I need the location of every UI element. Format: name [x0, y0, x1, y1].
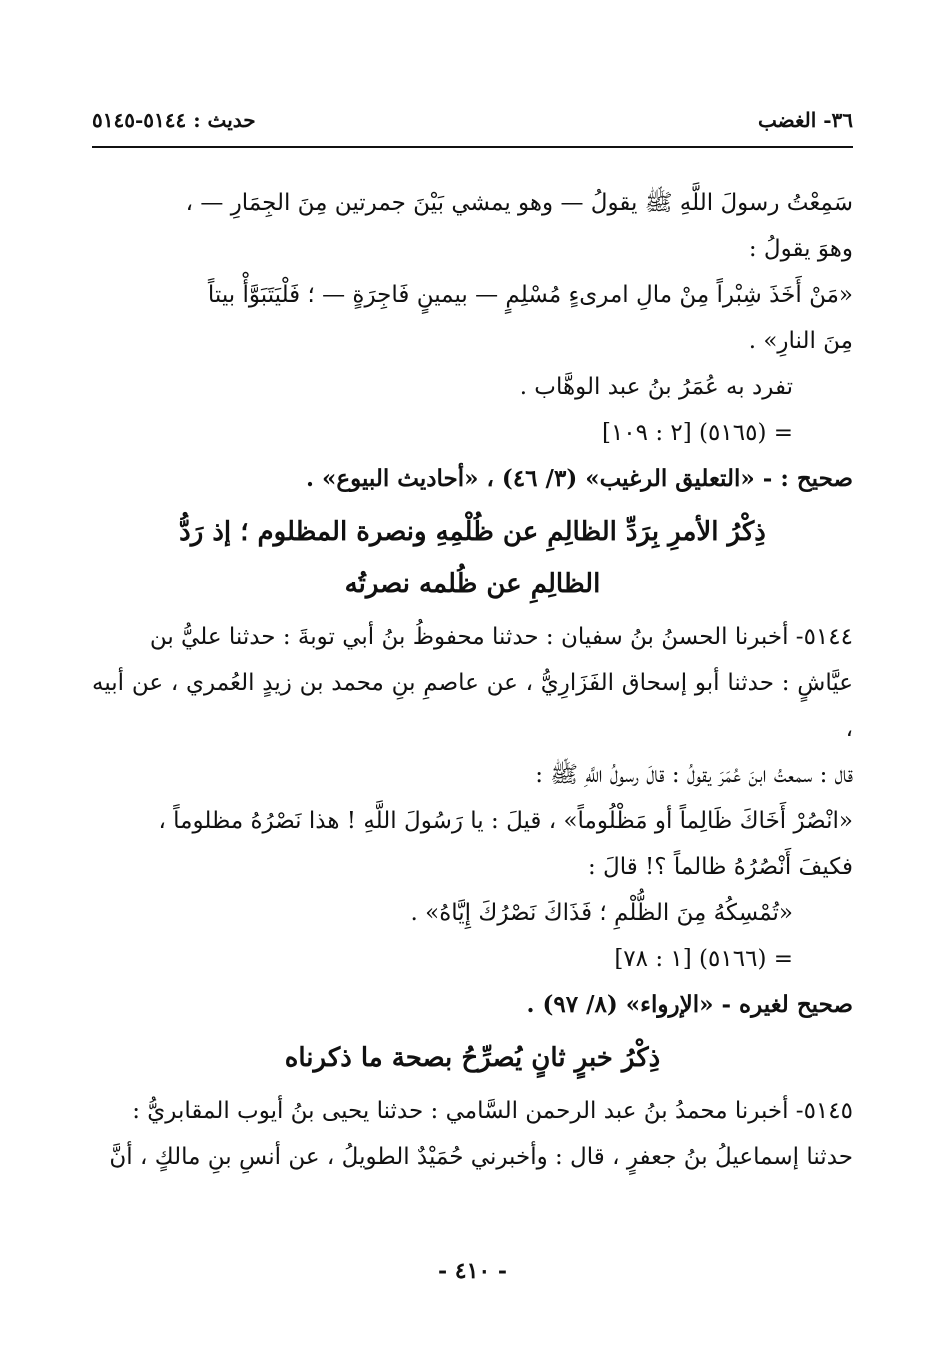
hadith-quote: «تُمْسِكُهُ مِنَ الظُّلْمِ ؛ فَذَاكَ نَصْرُكَ إِيَّاهُ» . — [410, 900, 793, 926]
isnad-line: قال : سمعتُ ابنَ عُمَرَ يقولُ : قالَ رسولُ اللَّهِ ﷺ : — [535, 762, 853, 788]
section-heading — [92, 1032, 853, 1084]
cross-reference: = (٥١٦٦) [١ : ٧٨] — [614, 946, 793, 972]
text-line: سَمِعْتُ رسولَ اللَّهِ ﷺ يقولُ — وهو يمشي بَيْنَ جمرتين مِنَ الجِمَارِ — ، — [185, 190, 853, 216]
grading-line: صحيح : - «التعليق الرغيب» (٣/ ٤٦) ، «أحاديث البيوع» . — [305, 465, 853, 492]
hadith-quote: «مَنْ أَخَذَ شِبْراً مِنْ مالِ امرىءٍ مُسْلِمٍ — بيمينٍ فَاجِرَةٍ — ؛ فَلْيَتَبَوَّأْ بيتاً — [207, 282, 853, 308]
text-line: وهوَ يقولُ : — [748, 236, 853, 262]
isnad-line: ٥١٤٤- أخبرنا الحسنُ بنُ سفيان : حدثنا محفوظُ بنُ أبي توبةَ : حدثنا عليُّ بن — [149, 624, 853, 650]
chapter-title: ٣٦- الغضب — [757, 108, 853, 132]
section-heading-line-1: ذِكْرُ خبرٍ ثانٍ يُصرِّحُ بصحة ما ذكرناه — [284, 1043, 661, 1073]
isnad-line: ٥١٤٥- أخبرنا محمدُ بنُ عبد الرحمن السَّامي : حدثنا يحيى بنُ أيوب المقابريُّ : — [132, 1098, 853, 1124]
section-heading — [92, 506, 853, 610]
section-heading-line-2: الظالِمِ عن ظُلمه نصرتُه — [344, 569, 601, 599]
page-body — [92, 180, 853, 1180]
section-heading-line-1: ذِكْرُ الأمرِ بِرَدِّ الظالِمِ عن ظُلْمِهِ ونصرة المظلوم ؛ إذ رَدُّ — [179, 517, 766, 547]
hadith-quote: مِنَ النارِ» . — [748, 328, 853, 354]
page-header — [92, 100, 853, 140]
hadith-range: حديث : ٥١٤٤-٥١٤٥ — [92, 108, 256, 132]
text-line: فكيفَ أَنْصُرُهُ ظالماً ؟! قالَ : — [587, 854, 853, 880]
isnad-line: حدثنا إسماعيلُ بنُ جعفرٍ ، قال : وأخبرني حُمَيْدٌ الطويلُ ، عن أنسِ بنِ مالكٍ ، أنَّ — [109, 1144, 853, 1170]
isnad-line: عيَّاشٍ : حدثنا أبو إسحاق الفَزَارِيُّ ، عن عاصمِ بنِ محمد بن زيدٍ العُمري ، عن أبيه ، — [92, 670, 853, 742]
header-divider — [92, 146, 853, 148]
hadith-quote: «انْصُرْ أَخَاكَ ظَالِماً أو مَظْلُوماً» ، قيلَ : يا رَسُولَ اللَّهِ ! هذا نَصْرُهُ مظلوماً ، — [158, 808, 853, 834]
grading-line: صحيح لغيره - «الإرواء» (٨/ ٩٧) . — [526, 991, 853, 1018]
page-number: - ٤١٠ - — [437, 1258, 508, 1284]
narration-note: تفرد به عُمَرُ بنُ عبد الوهَّاب . — [519, 374, 793, 400]
cross-reference: = (٥١٦٥) [٢ : ١٠٩] — [601, 420, 793, 446]
